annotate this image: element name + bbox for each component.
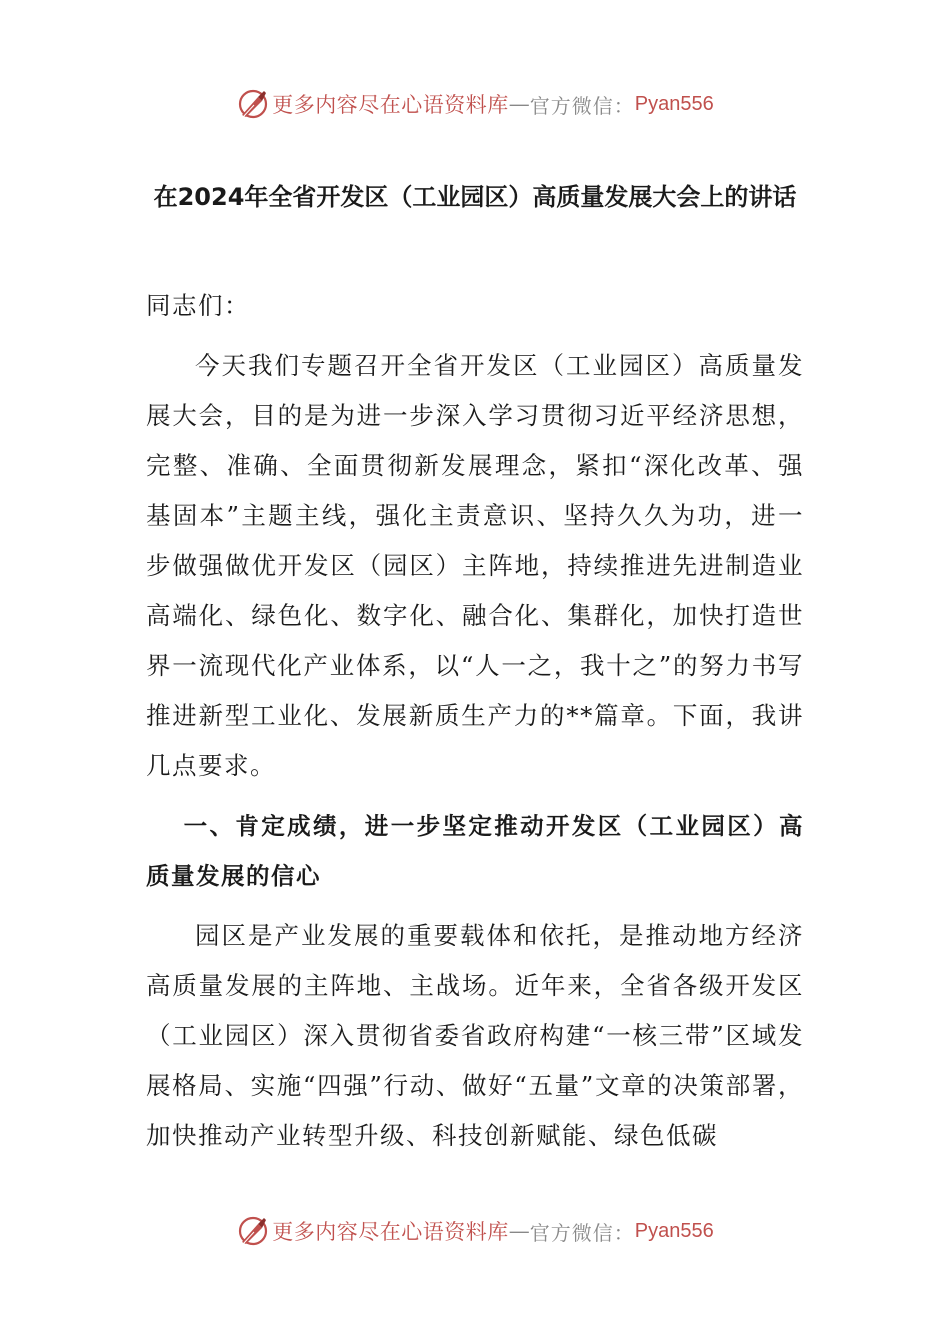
banner-wechat-handle: Pyan556 xyxy=(634,92,714,115)
pen-nib-logo-icon xyxy=(236,1214,270,1248)
banner-brand-text: 更多内容尽在心语资料库 xyxy=(272,93,509,117)
salutation: 同志们： xyxy=(146,291,250,320)
banner-wechat-handle: Pyan556 xyxy=(634,1219,714,1242)
banner-separator: — xyxy=(508,1219,530,1243)
section-1-heading: 一、肯定成绩，进一步坚定推动开发区（工业园区）高质量发展的信心 xyxy=(146,812,804,890)
footer-banner xyxy=(0,1211,950,1251)
banner-separator: — xyxy=(508,92,530,116)
banner-brand-text: 更多内容尽在心语资料库 xyxy=(272,1220,509,1244)
header-banner xyxy=(0,84,950,124)
banner-contact-label: 官方微信： xyxy=(529,93,635,118)
document-body xyxy=(146,281,804,1161)
document-title: 在2024年全省开发区（工业园区）高质量发展大会上的讲话 xyxy=(153,183,797,211)
section-1-paragraph: 园区是产业发展的重要载体和依托，是推动地方经济高质量发展的主阵地、主战场。近年来，全省各级开发区（工业园区）深入贯彻省委省政府构建“一核三带”区域发展格局、实施“四强”行动、做好“五量”文章的决策部署，加快推动产业转型升级、科技创新赋能、绿色低碳 xyxy=(146,921,804,1150)
intro-paragraph: 今天我们专题召开全省开发区（工业园区）高质量发展大会，目的是为进一步深入学习贯彻习近平经济思想，完整、准确、全面贯彻新发展理念，紧扣“深化改革、强基固本”主题主线，强化主责意识、坚持久久为功，进一步做强做优开发区（园区）主阵地，持续推进先进制造业高端化、绿色化、数字化、融合化、集群化，加快打造世界一流现代化产业体系，以“人一之，我十之”的努力书写推进新型工业化、发展新质生产力的**篇章。下面，我讲几点要求。 xyxy=(146,351,804,780)
pen-nib-logo-icon xyxy=(236,87,270,121)
banner-contact-label: 官方微信： xyxy=(529,1220,635,1245)
